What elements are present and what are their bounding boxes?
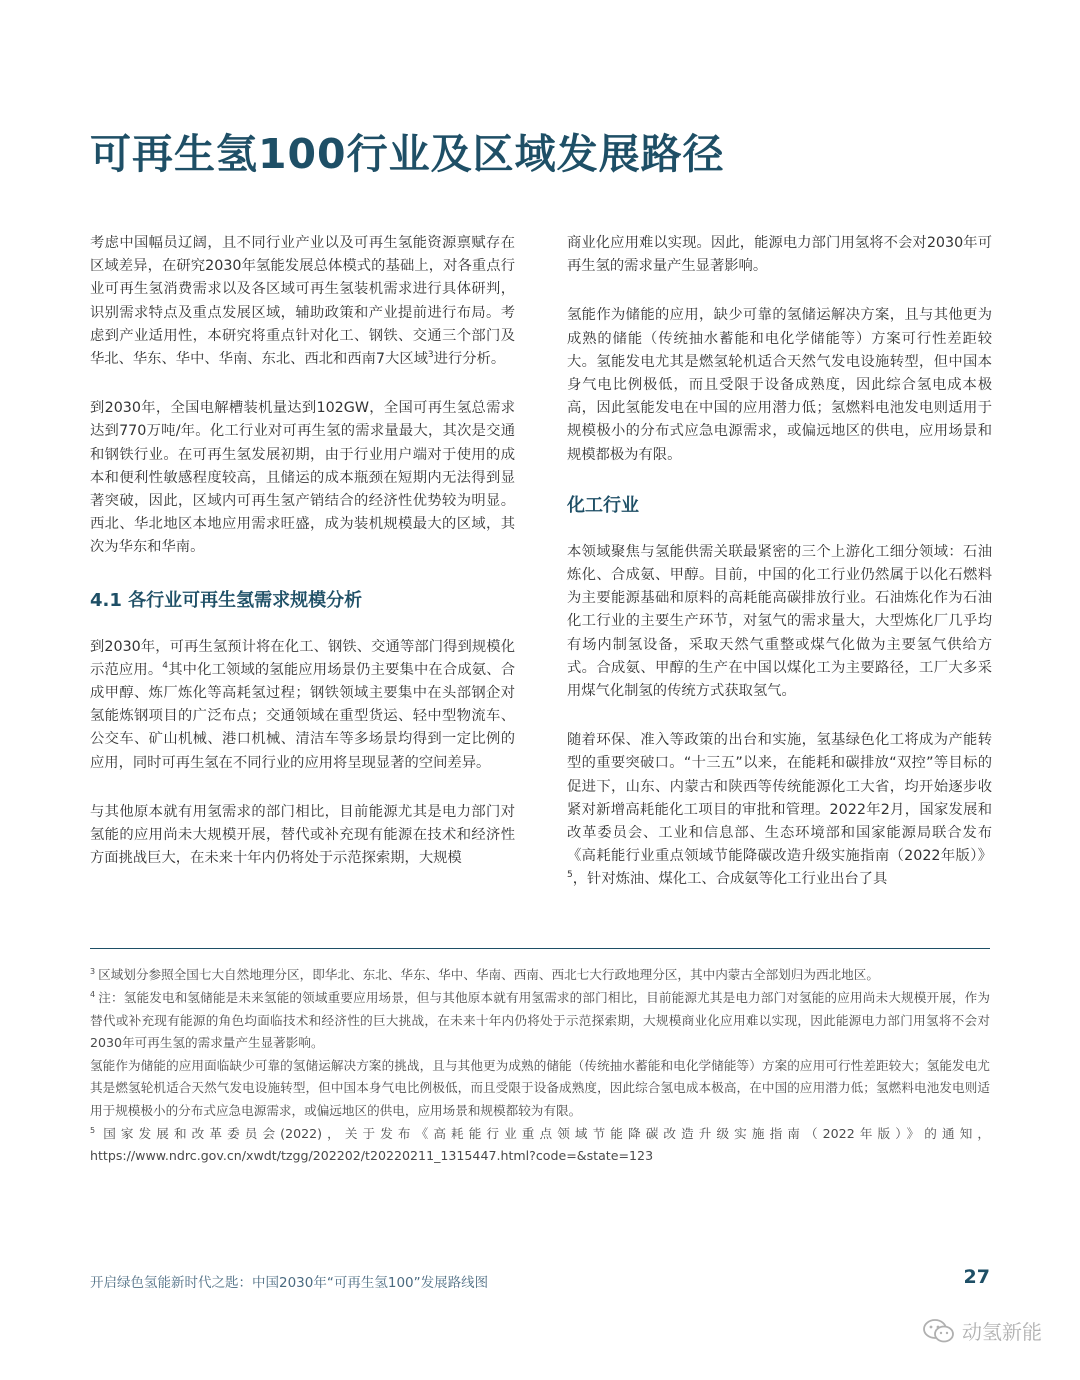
paragraph: 随着环保、准入等政策的出台和实施，氢基绿色化工将成为产能转型的重要突破口。“十三五”以来，在能耗和碳排放“双控”等目标的促进下，山东、内蒙古和陕西等传统能源化工大省，均开始逐步收紧对新增高耗能化工项目的审批和管理。2022年2月，国家发展和改革委员会、工业和信息部、生态环境部和国家能源局联合发布《高耗能行业重点领域节能降碳改造升级实施指南（2022年版）》$^5$，针对炼油、煤化工、合成氨等化工行业出台了具 — [567, 732, 992, 888]
right-column — [567, 232, 992, 918]
footnote-ref[interactable]: 3 — [427, 350, 434, 361]
section-heading-chemical: 化工行业 — [567, 494, 639, 516]
paragraph: 到2030年，全国电解槽装机量达到102GW，全国可再生氢总需求达到770万吨/年。化工行业对可再生氢的需求量最大，其次是交通和钢铁行业。在可再生氢发展初期，由于行业用户端对于使用的成本和便利性敏感程度较高，且储运的成本瓶颈在短期内无法得到显著突破，因此，区域内可再生氢产销结合的经济性优势较为明显。西北、华北地区本地应用需求旺盛，成为装机规模最大的区域，其次为华东和华南。 — [90, 400, 515, 556]
watermark — [922, 1316, 1042, 1345]
watermark-text: 动氢新能 — [962, 1320, 1042, 1344]
paragraph: 氢能作为储能的应用，缺少可靠的氢储运解决方案，且与其他更为成熟的储能（传统抽水蓄能和电化学储能等）方案可行性差距较大。氢能发电尤其是燃氢轮机适合天然气发电设施转型，但中国本身气电比例极低，而且受限于设备成熟度，因此综合氢电成本极高，因此氢能发电在中国的应用潜力低；氢燃料电池发电则适用于规模极小的分布式应急电源需求，或偏远地区的供电，应用场景和规模都极为有限。 — [567, 307, 992, 463]
footnote — [90, 1123, 990, 1168]
section-heading-4-1: 4.1 各行业可再生氢需求规模分析 — [90, 589, 363, 611]
footnote: $^4$ 注：氢能发电和氢储能是未来氢能的领域重要应用场景，但与其他原本就有用氢需求的部门相比，目前能源尤其是电力部门对氢能的应用尚未大规模开展，作为替代或补充现有能源的角色均面临技术和经济性的巨大挑战，在未来十年内仍将处于示范探索期，大规模商业化应用难以实现，因此能源电力部门用氢将不会对2030年可再生氢的需求量产生显著影响。 — [90, 990, 990, 1050]
paragraph: 本领域聚焦与氢能供需关联最紧密的三个上游化工细分领域：石油炼化、合成氨、甲醇。目前，中国的化工行业仍然属于以化石燃料为主要能源基础和原料的高耗能高碳排放行业。石油炼化作为石油化工行业的主要生产环节，对氢气的需求量大，大型炼化厂几乎均有场内制氢设备，采取天然气重整或煤气化做为主要氢气供给方式。合成氨、甲醇的生产在中国以煤化工为主要路径，工厂大多采用煤气化制氢的传统方式获取氢气。 — [567, 543, 992, 700]
publication-title: 开启绿色氢能新时代之匙：中国2030年“可再生氢100”发展路线图 — [90, 1275, 489, 1291]
left-column — [90, 232, 515, 896]
footnote-mark: 4 — [90, 990, 96, 1000]
paragraph: 与其他原本就有用氢需求的部门相比，目前能源尤其是电力部门对氢能的应用尚未大规模开展，替代或补充现有能源在技术和经济性方面挑战巨大，在未来十年内仍将处于示范探索期，大规模 — [90, 803, 515, 867]
page-number: 27 — [963, 1266, 990, 1288]
footnote-ref[interactable]: 4 — [162, 661, 169, 672]
footnote-ref[interactable]: 5 — [567, 870, 573, 881]
paragraph: 到2030年，可再生氢预计将在化工、钢铁、交通等部门得到规模化示范应用。$^4$其中化工领域的氢能应用场景仍主要集中在合成氨、合成甲醇、炼厂炼化等高耗氢过程；钢铁领域主要集中在头部钢企对氢能炼钢项目的广泛布点；交通领域在重型货运、轻中型物流车、公交车、矿山机械、港口机械、清洁车等多场景均得到一定比例的应用，同时可再生氢在不同行业的应用将呈现显著的空间差异。 — [90, 638, 516, 771]
wechat-icon — [922, 1318, 956, 1344]
footnote-divider — [90, 948, 990, 949]
footnote: $^3$ 区域划分参照全国七大自然地理分区，即华北、东北、华东、华中、华南、西南、西北七大行政地理分区，其中内蒙古全部划归为西北地区。 — [90, 966, 879, 982]
paragraph: 考虑中国幅员辽阔，且不同行业产业以及可再生氢能资源禀赋存在区域差异，在研究2030年氢能发展总体模式的基础上，对各重点行业可再生氢消费需求以及各区域可再生氢装机需求进行具体研判，识别需求特点及重点发展区域，辅助政策和产业提前进行布局。考虑到产业适用性，本研究将重点针对化工、钢铁、交通三个部门及华北、华东、华中、华南、东北、西北和西南7大区域$^3$进行分析。 — [90, 235, 515, 368]
footnote-link[interactable]: 国家发展和改革委员会(2022)，关于发布《高耗能行业重点领域节能降碳改造升级实施指南（2022年版）》的通知，https://www.ndrc.gov.cn/xwdt/tzgg/202202/t20220211_1315447.html?code=&state=123 — [90, 1126, 990, 1164]
paragraph: 商业化应用难以实现。因此，能源电力部门用氢将不会对2030年可再生氢的需求量产生显著影响。 — [567, 235, 992, 275]
footnote-mark: 3 — [90, 966, 96, 976]
page-title: 可再生氢100行业及区域发展路径 — [90, 130, 725, 178]
footnotes — [90, 964, 990, 1169]
footnote: 氢能作为储能的应用面临缺少可靠的氢储运解决方案的挑战，且与其他更为成熟的储能（传统抽水蓄能和电化学储能等）方案的应用可行性差距较大；氢能发电尤其是燃氢轮机适合天然气发电设施转型，但中国本身气电比例极低，而且受限于设备成熟度，因此综合氢电成本极高，在中国的应用潜力低；氢燃料电池发电则适用于规模极小的分布式应急电源需求，或偏远地区的供电，应用场景和规模都较为有限。 — [90, 1058, 990, 1118]
footnote-mark: 5 — [90, 1125, 96, 1135]
